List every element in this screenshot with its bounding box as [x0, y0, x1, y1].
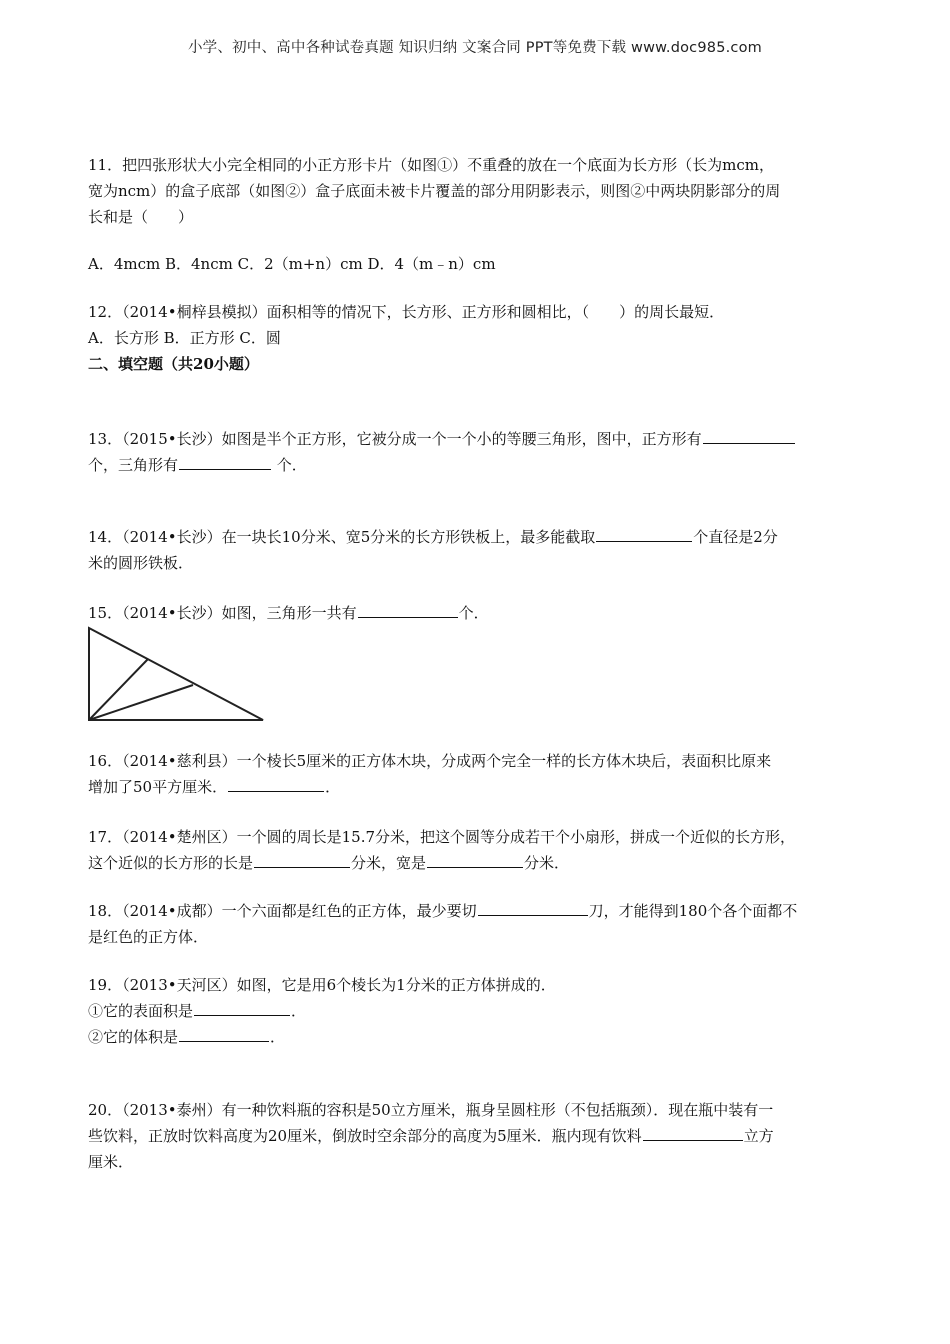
- q19-text-e: ．: [270, 1028, 286, 1046]
- answer-blank[interactable]: [478, 898, 588, 916]
- question-15: [88, 600, 863, 626]
- triangle-diagram: [88, 626, 268, 726]
- q19-text-b: ①它的表面积是: [88, 1002, 194, 1020]
- answer-blank[interactable]: [427, 850, 523, 868]
- answer-blank[interactable]: [228, 774, 324, 792]
- answer-blank[interactable]: [596, 524, 692, 542]
- question-19: [88, 972, 863, 1050]
- answer-blank[interactable]: [254, 850, 350, 868]
- q20-text-d: 厘米．: [88, 1153, 134, 1171]
- q11-options: A．4mcm B．4ncm C．2（m+n）cm D．4（m﹣n）cm: [88, 255, 496, 273]
- q17-text-a: 17．（2014•楚州区）一个圆的周长是15.7分米，把这个圆等分成若干个小扇形，拼成一个近似的长方形，: [88, 828, 796, 846]
- q14-text-c: 米的圆形铁板．: [88, 554, 194, 572]
- question-14: [88, 524, 863, 576]
- q17-text-c: 分米，宽是: [351, 854, 427, 872]
- section-fill-in-title: 二、填空题（共20小题）: [88, 355, 259, 373]
- question-12: [88, 299, 863, 377]
- q19-text-c: ．: [291, 1002, 307, 1020]
- q14-text-b: 个直径是2分: [693, 528, 778, 546]
- site-banner: 小学、初中、高中各种试卷真题 知识归纳 文案合同 PPT等免费下载 www.doc985.com: [187, 40, 763, 56]
- q19-text-d: ②它的体积是: [88, 1028, 179, 1046]
- question-11: [88, 152, 863, 230]
- answer-blank[interactable]: [179, 452, 271, 470]
- q13-text-a: 13．（2015•长沙）如图是半个正方形，它被分成一个一个小的等腰三角形，图中，正方形有: [88, 430, 702, 448]
- q13-text-b: 个，三角形有: [88, 456, 179, 474]
- answer-blank[interactable]: [358, 600, 458, 618]
- q20-text-a: 20．（2013•泰州）有一种饮料瓶的容积是50立方厘米，瓶身呈圆柱形（不包括瓶颈）．现在瓶中装有一: [88, 1101, 774, 1119]
- q19-text-a: 19．（2013•天河区）如图，它是用6个棱长为1分米的正方体拼成的．: [88, 976, 556, 994]
- q15-text-b: 个．: [458, 604, 489, 622]
- answer-blank[interactable]: [643, 1123, 743, 1141]
- q12-line1: 12．（2014•桐梓县模拟）面积相等的情况下，长方形、正方形和圆相比，（ ）的周长最短．: [88, 303, 725, 321]
- triangle-figure: [88, 626, 268, 730]
- q11-line2: 宽为ncm）的盒子底部（如图②）盒子底面未被卡片覆盖的部分用阴影表示，则图②中两块阴影部分的周: [88, 182, 781, 200]
- q17-text-b: 这个近似的长方形的长是: [88, 854, 254, 872]
- question-20: [88, 1097, 863, 1175]
- outer-triangle: [89, 628, 263, 720]
- q13-text-c: 个．: [276, 456, 307, 474]
- q20-text-c: 立方: [743, 1127, 774, 1145]
- q16-text-a: 16．（2014•慈利县）一个棱长5厘米的正方体木块，分成两个完全一样的长方体木块后，表面积比原来: [88, 752, 772, 770]
- q14-text-a: 14．（2014•长沙）在一块长10分米、宽5分米的长方形铁板上，最多能截取: [88, 528, 596, 546]
- q16-text-c: ．: [325, 778, 341, 796]
- q18-text-a: 18．（2014•成都）一个六面都是红色的正方体，最少要切: [88, 902, 477, 920]
- q18-text-c: 是红色的正方体．: [88, 928, 209, 946]
- question-18: [88, 898, 863, 950]
- q17-text-d: 分米．: [524, 854, 570, 872]
- q16-text-b: 增加了50平方厘米．: [88, 778, 228, 796]
- q12-options: A．长方形 B．正方形 C．圆: [88, 329, 281, 347]
- answer-blank[interactable]: [194, 998, 290, 1016]
- answer-blank[interactable]: [179, 1024, 269, 1042]
- q18-text-b: 刀，才能得到180个各个面都不: [588, 902, 798, 920]
- question-13: [88, 426, 863, 478]
- q15-text-a: 15．（2014•长沙）如图，三角形一共有: [88, 604, 357, 622]
- q11-line3: 长和是（ ）: [88, 208, 194, 226]
- answer-blank[interactable]: [703, 426, 795, 444]
- question-11-options: [88, 251, 863, 277]
- q20-text-b: 些饮料，正放时饮料高度为20厘米，倒放时空余部分的高度为5厘米．瓶内现有饮料: [88, 1127, 642, 1145]
- q11-line1: 11．把四张形状大小完全相同的小正方形卡片（如图①）不重叠的放在一个底面为长方形（长为mcm，: [88, 156, 774, 174]
- question-16: [88, 748, 863, 800]
- question-17: [88, 824, 863, 876]
